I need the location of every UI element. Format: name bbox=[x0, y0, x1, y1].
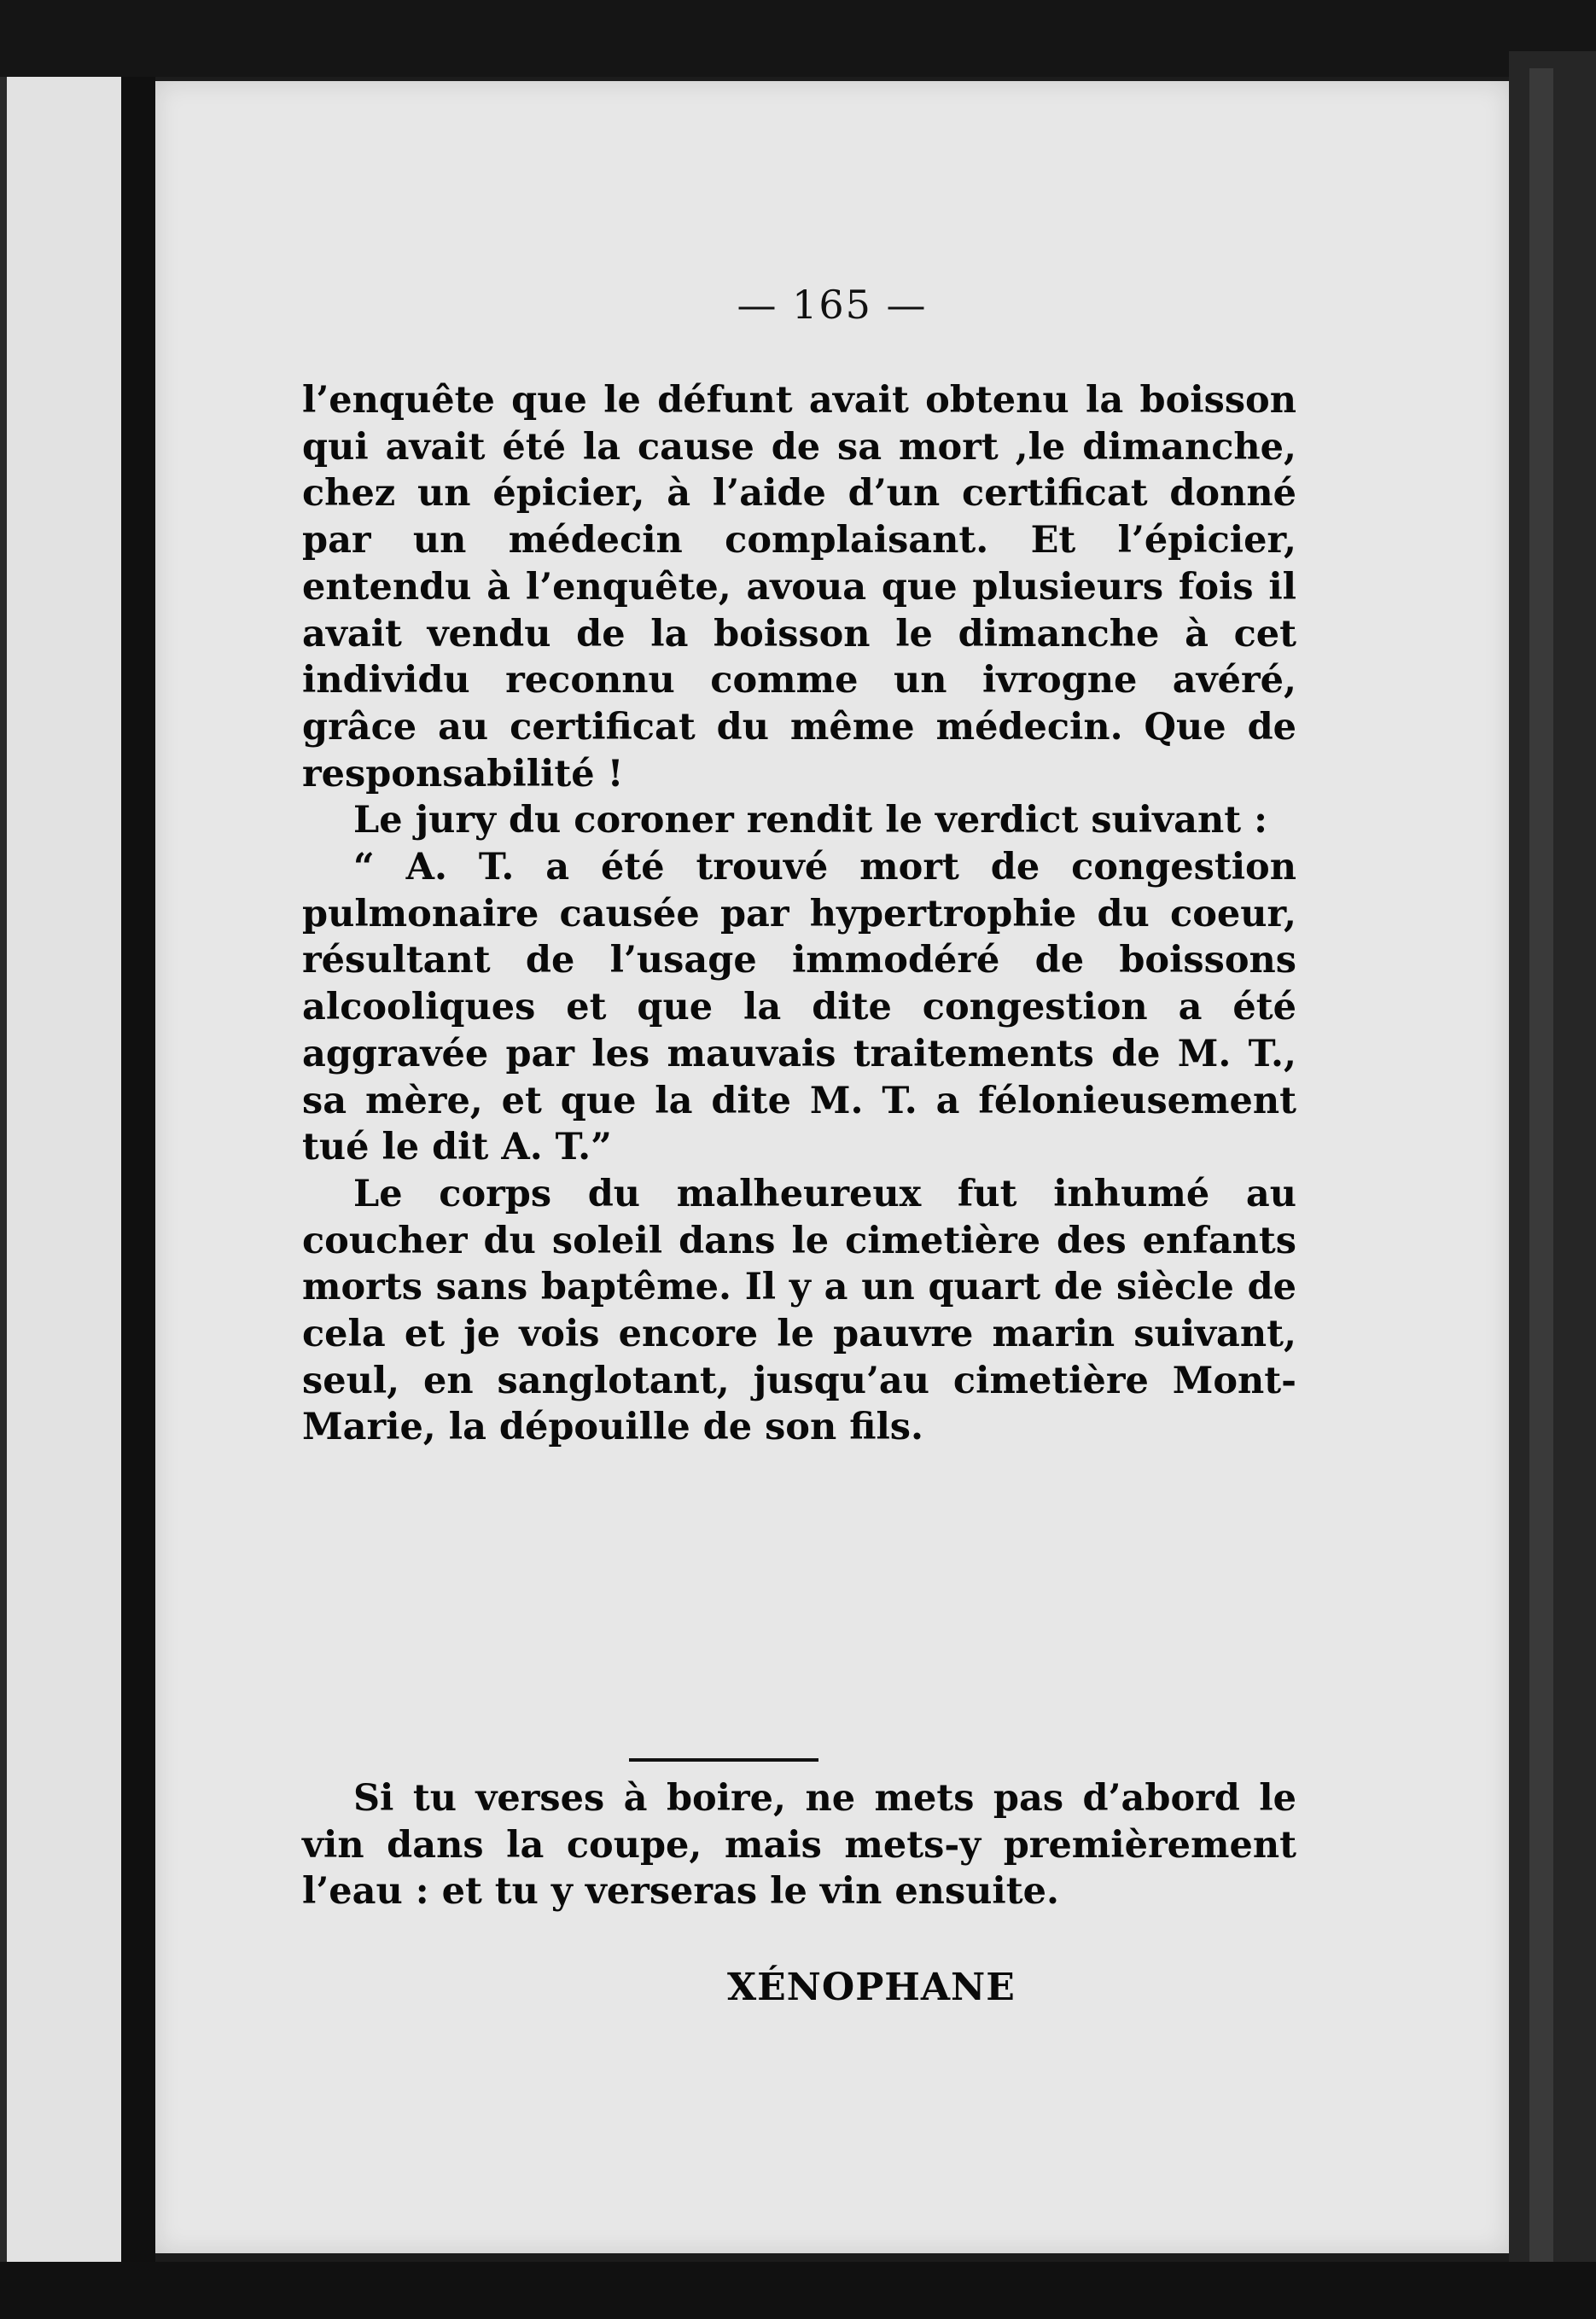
facing-page-edge bbox=[0, 77, 121, 2262]
quote-text: Si tu verses à boire, ne mets pas d’abord le vin dans la coupe, mais mets-y premièrement l’eau : et tu y verseras le vin ensuite. bbox=[302, 1777, 1296, 1914]
paragraph-enquete: l’enquête que le défunt avait obtenu la boisson qui avait été la cause de sa mort ,le dimanche, chez un épicier, à l’aide d’un certificat donné par un médecin complaisant. Et l’épicier, entendu à l’enquête, avoua que plusieurs fois il avait vendu de la boisson le dimanche à cet individu reconnu comme un ivrogne avéré, grâce au certificat du même médecin. Que de responsabilité ! bbox=[302, 379, 1296, 795]
book-page bbox=[155, 81, 1509, 2253]
paragraph-verdict: “ A. T. a été trouvé mort de congestion pulmonaire causée par hypertrophie du coeur, résultant de l’usage immodéré de boissons alcooliques et que la dite congestion a été aggravée par les mauvais traitements de M. T., sa mère, et que la dite M. T. a félonieusement tué le dit A. T.” bbox=[302, 846, 1296, 1169]
quote-author: XÉNOPHANE bbox=[727, 1966, 1016, 2009]
book-cover-edge bbox=[1529, 68, 1553, 2287]
paragraph-jury: Le jury du coroner rendit le verdict suivant : bbox=[353, 799, 1267, 842]
page-number: — 165 — bbox=[737, 282, 928, 328]
book-spine bbox=[121, 77, 155, 2262]
section-divider bbox=[629, 1758, 818, 1762]
facing-page-shadow bbox=[0, 77, 7, 2262]
scan-top-border bbox=[0, 0, 1596, 77]
body-text bbox=[302, 377, 1296, 1451]
scan-bottom-border bbox=[0, 2262, 1596, 2319]
epigraph-quote bbox=[302, 1775, 1296, 1915]
paragraph-burial: Le corps du malheureux fut inhumé au coucher du soleil dans le cimetière des enfants morts sans baptême. Il y a un quart de siècle de cela et je vois encore le pauvre marin suivant, seul, en sanglotant, jusqu’au cimetière Mont-Marie, la dépouille de son fils. bbox=[302, 1172, 1296, 1449]
